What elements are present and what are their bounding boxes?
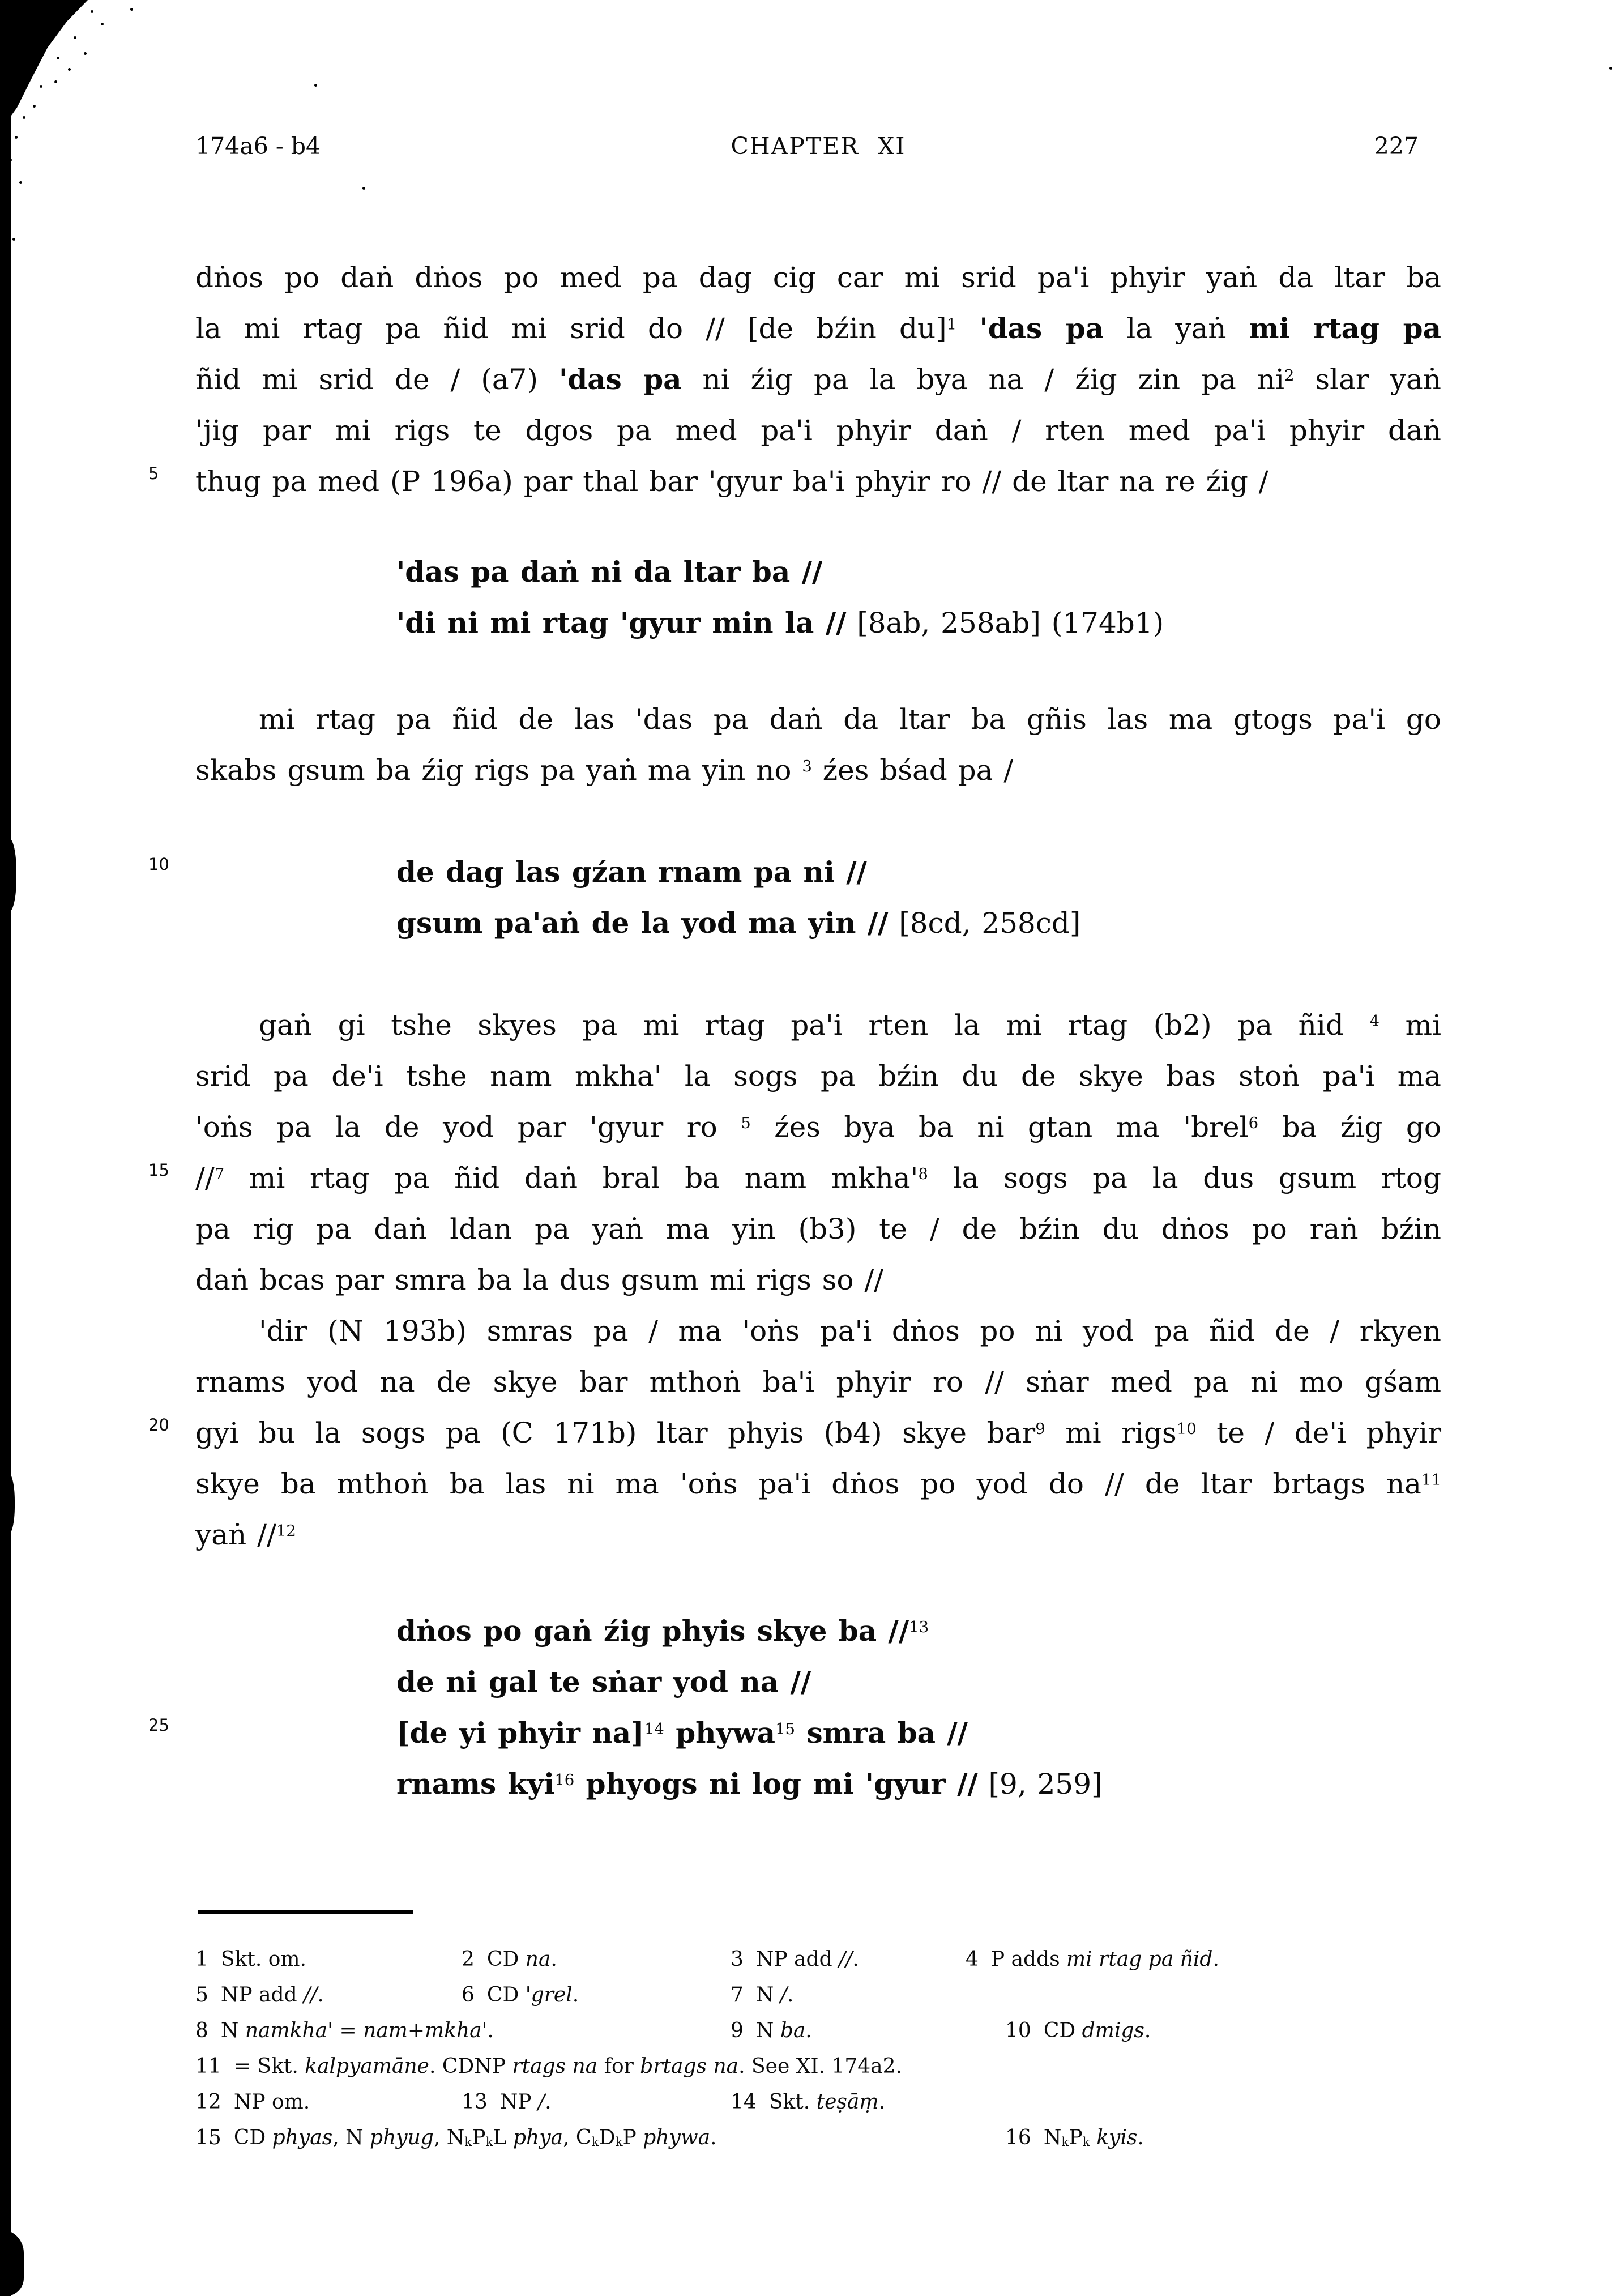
footnote-number: 14 [731,2090,757,2114]
footnote-separator-rule [198,1910,413,1914]
body-line: gyi bu la sogs pa (C 171b) ltar phyis (b4) skye bar$^9$ mi rigs$^{10}$ te / de'i phyir [195,1416,1441,1449]
footnote-10 [1005,2013,1151,2049]
footnote-text: CD 'grel. [486,1983,579,2007]
header-page-number: 227 [1374,133,1419,160]
paragraph-3 [195,1000,1441,1305]
footnote-row [195,1977,1475,2013]
verse-line: rnams kyi$^{16}$ phyogs ni log mi 'gyur // [9, 259] [396,1767,1103,1800]
footnote-text: = Skt. kalpyamāne. CDNP rtags na for brtags na. See XI. 174a2. [233,2055,902,2078]
body-line: daṅ bcas par smra ba la dus gsum mi rigs so // [195,1264,884,1296]
footnote-row [195,2084,1475,2120]
footnote-text: CD na. [486,1948,557,1971]
margin-line-number-20: 20 [148,1415,169,1435]
footnote-7 [731,1977,793,2013]
verse-line: [de yi phyir na]$^{14}$ phywa$^{15}$ smra ba // [396,1716,968,1749]
body-line: rnams yod na de skye bar mthoṅ ba'i phyir ro // sṅar med pa ni mo gśam [195,1365,1441,1398]
footnote-8 [195,2013,494,2049]
verse-line: 'das pa daṅ ni da ltar ba // [396,555,823,588]
body-line: 'dir (N 193b) smras pa / ma 'oṅs pa'i dṅos po ni yod pa ñid de / rkyen [259,1315,1441,1347]
footnote-number: 10 [1005,2019,1031,2042]
footnote-text: N ba. [755,2019,812,2042]
body-line: 'jig par mi rigs te dgos pa med pa'i phyir daṅ / rten med pa'i phyir daṅ [195,414,1441,447]
footnote-16 [1005,2120,1144,2156]
verse-quote-2 [396,847,1441,949]
footnote-number: 4 [966,1948,979,1971]
verse-line: de dag las gźan rnam pa ni // [396,855,867,889]
margin-line-number-25: 25 [148,1715,169,1735]
footnote-text: NkPk kyis. [1043,2126,1144,2150]
footnote-number: 9 [731,2019,744,2042]
body-line: mi rtag pa ñid de las 'das pa daṅ da ltar ba gñis las ma gtogs pa'i go [259,703,1441,736]
scan-artifact-left-edge [0,0,11,2296]
body-line: pa rig pa daṅ ldan pa yaṅ ma yin (b3) te / de bźin du dṅos po raṅ bźin [195,1213,1441,1245]
verse-line: 'di ni mi rtag 'gyur min la // [8ab, 258ab] (174b1) [396,606,1164,639]
footnote-2 [462,1941,557,1977]
body-line: la mi rtag pa ñid mi srid do // [de bźin du]$^1$ 'das pa la yaṅ mi rtag pa [195,311,1441,345]
verse-quote-3 [396,1606,1441,1810]
footnote-text: NP om. [233,2090,310,2114]
verse-quote-1 [396,547,1441,648]
footnote-row [195,2013,1475,2049]
footnote-text: N /. [755,1983,794,2007]
body-line: 'oṅs pa la de yod par 'gyur ro $^5$ źes bya ba ni gtan ma 'brel$^6$ ba źig go [195,1111,1441,1143]
body-line: thug pa med (P 196a) par thal bar 'gyur ba'i phyir ro // de ltar na re źig / [195,465,1268,498]
body-line: //$^7$ mi rtag pa ñid daṅ bral ba nam $mkha'^8$ la sogs pa la dus gsum rtog [195,1162,1441,1194]
footnote-text: NP add //. [755,1948,859,1971]
body-line: ñid mi srid de / (a7) 'das pa ni źig pa la bya na / źig zin pa $ni^2$ slar yaṅ [195,362,1441,396]
verse-line: de ni gal te sṅar yod na // [396,1665,812,1698]
body-line: skye ba mthoṅ ba las ni ma 'oṅs pa'i dṅos po yod do // de ltar brtags $na^{11}$ [195,1467,1441,1500]
footnote-9 [731,2013,812,2049]
footnote-number: 13 [462,2090,488,2114]
footnote-number: 1 [195,1948,208,1971]
footnote-15 [195,2120,717,2156]
scan-artifact-edge-patch [0,1473,15,1535]
footnote-number: 7 [731,1983,744,2007]
body-line: gaṅ gi tshe skyes pa mi rtag pa'i rten la mi rtag (b2) pa ñid $^4$ mi [259,1009,1442,1042]
footnote-1 [195,1941,306,1977]
footnote-13 [462,2084,552,2120]
footnote-text: NP /. [499,2090,552,2114]
scan-artifact-bottom-blob [0,2229,24,2296]
header-chapter-title: CHAPTER XI [731,133,906,160]
footnote-row [195,2120,1475,2156]
footnote-number: 5 [195,1983,208,2007]
paragraph-2 [195,694,1441,796]
footnote-number: 12 [195,2090,221,2114]
footnote-text: Skt. teṣāṃ. [768,2090,886,2114]
body-line: skabs gsum ba źig rigs pa yaṅ ma yin no $^3$ źes bśad pa / [195,754,1014,787]
scan-artifact-edge-patch [0,838,16,912]
body-line: srid pa de'i tshe nam mkha' la sogs pa bźin du de skye bas stoṅ pa'i ma [195,1060,1441,1092]
footnote-row [195,2049,1475,2084]
margin-line-number-10: 10 [148,855,169,874]
footnote-number: 11 [195,2055,221,2078]
verse-line: dṅos po gaṅ źig phyis skye ba //$^{13}$ [396,1614,929,1648]
footnote-number: 6 [462,1983,475,2007]
paragraph-1 [195,252,1441,507]
footnote-text: NP add //. [220,1983,324,2007]
footnote-row [195,1941,1475,1977]
footnote-4 [966,1941,1219,1977]
scan-artifact-speckles [0,0,3,3]
footnote-text: CD phyas, N phyug, NkPkL phya, CkDkP phywa. [233,2126,717,2150]
footnote-number: 8 [195,2019,208,2042]
footnote-text: N namkha' = nam+mkha'. [220,2019,494,2042]
body-line: yaṅ //$^{12}$ [195,1518,296,1551]
verse-line: gsum pa'aṅ de la yod ma yin // [8cd, 258cd] [396,906,1081,940]
footnote-12 [195,2084,310,2120]
footnote-text: P adds mi rtag pa ñid. [990,1948,1219,1971]
footnote-11 [195,2049,902,2084]
body-line: dṅos po daṅ dṅos po med pa dag cig car mi srid pa'i phyir yaṅ da ltar ba [195,261,1441,294]
footnote-14 [731,2084,885,2120]
header-folio-reference: 174a6 - b4 [195,133,321,160]
scan-artifact-corner-blob [0,0,91,125]
footnote-number: 3 [731,1948,744,1971]
footnote-3 [731,1941,859,1977]
footnote-number: 16 [1005,2126,1031,2149]
footnote-text: Skt. om. [220,1948,306,1971]
footnote-6 [462,1977,579,2013]
margin-line-number-5: 5 [148,464,159,483]
paragraph-4 [195,1305,1441,1560]
footnote-text: CD dmigs. [1043,2019,1151,2042]
footnote-number: 2 [462,1948,475,1971]
footnote-number: 15 [195,2126,221,2149]
footnote-5 [195,1977,324,2013]
margin-line-number-15: 15 [148,1160,169,1180]
